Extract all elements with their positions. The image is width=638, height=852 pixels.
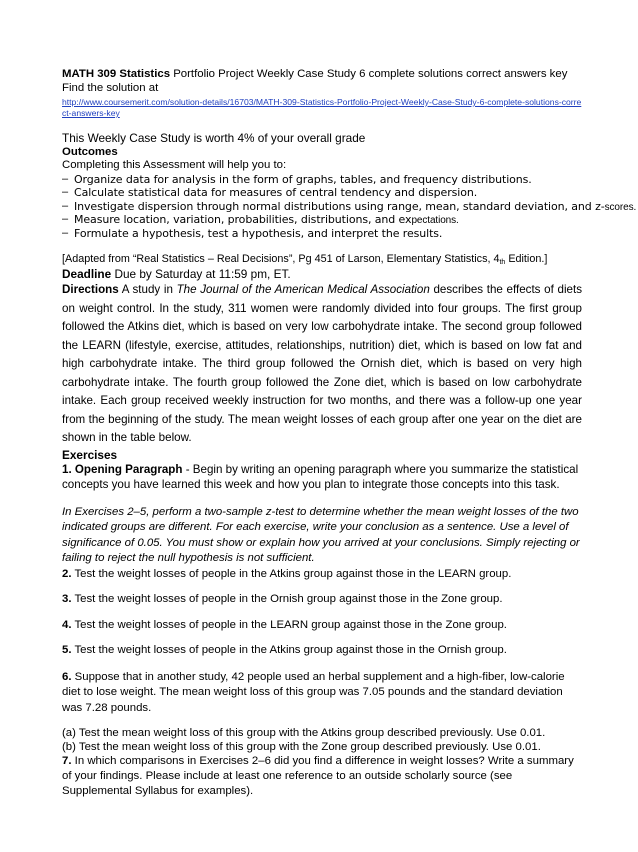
title-course: MATH 309 Statistics: [62, 68, 171, 80]
bullet-marker-icon: –: [62, 199, 69, 212]
outcome-suffix: scores.: [604, 201, 637, 213]
exercises-heading: Exercises: [62, 447, 118, 462]
outcome-item: – Measure location, variation, probabilities, distributions, and expectations.: [62, 213, 459, 226]
deadline-text: Due by Saturday at 11:59 pm, ET.: [111, 266, 291, 281]
outcome-item: – Calculate statistical data for measures of central tendency and dispersion.: [62, 186, 478, 199]
worth-text: This Weekly Case Study is worth 4% of your overall grade: [62, 131, 366, 145]
spacer: [62, 582, 582, 592]
outcome-item: – Formulate a hypothesis, test a hypothesis, and interpret the results.: [62, 226, 443, 240]
solution-link[interactable]: http://www.coursemerit.com/solution-details/16703/MATH-309-Statistics-Portfolio-Project-Weekly-Case-Study-6-complete-solutions-correct-answers-key: [62, 97, 582, 118]
outcomes-list: [62, 172, 637, 241]
outcome-suffix: pectations.: [411, 215, 459, 226]
deadline-line: [62, 268, 582, 282]
bullet-marker-icon: –: [62, 213, 69, 225]
adapted-note: [Adapted from “Real Statistics – Real Decisions”, Pg 451 of Larson, Elementary Statistics, 4th Edition.]: [62, 253, 548, 266]
bullet-marker-icon: –: [62, 186, 69, 198]
exercise-instructions: In Exercises 2–5, perform a two-sample z-test to determine whether the mean weight losses of the two indicated groups are different. For each exercise, write your conclusion as a sentence. Use a level of significance of 0.05. You must show or explain how you arrived at your conclusions. Simply rejecting or failing to reject the null hypothesis is not sufficient.: [62, 505, 580, 564]
exercise-4: 4. Test the weight losses of people in the LEARN group against those in the Zone group.: [62, 618, 507, 631]
exercise-3: 3. Test the weight losses of people in the Ornish group against those in the Zone group.: [62, 593, 503, 605]
exercise-7: 7. In which comparisons in Exercises 2–6 did you find a difference in weight losses? Write a summary of your findings. Please include at least one reference to an outside scholarly source (see Supplemental Syllabus for examples).: [62, 755, 574, 797]
exercise-6: 6. Suppose that in another study, 42 people used an herbal supplement and a high-fiber, low-calorie diet to lose weight. The mean weight loss of this group was 7.05 pounds and the standard deviation was 7.28 pounds.: [62, 670, 565, 714]
bullet-marker-icon: –: [62, 226, 69, 239]
exercise-6a: (a) Test the mean weight loss of this group with the Atkins group described previously. Use 0.01.: [62, 727, 546, 739]
exercise-1-label: 1. Opening Paragraph: [62, 462, 183, 476]
directions-label: Directions: [62, 283, 119, 296]
spacer: [62, 633, 582, 643]
directions-paragraph: Directions A study in The Journal of the American Medical Association describes the effects of diets on weight control. In the study, 311 women were randomly divided into four groups. The first group followed the Atkins diet, which is based on very low carbohydrate intake. The second group followed the LEARN (lifestyle, exercise, attitudes, relationships, nutrition) diet, which is based on low fat and high carbohydrate intake. The third group followed the Ornish diet, which is based on very high carbohydrate intake. The fourth group followed the Zone diet, which is based on low carbohydrate intake. Each group received weekly instruction for two months, and there was a follow-up one year from the beginning of the study. The mean weight losses of each group after one year on the diet are shown in the table below.: [62, 283, 582, 444]
spacer: [62, 659, 582, 670]
deadline-label: Deadline: [62, 266, 112, 281]
outcomes-intro: Completing this Assessment will help you to:: [62, 159, 287, 171]
exercise-2: 2. Test the weight losses of people in the Atkins group against those in the LEARN group.: [62, 567, 512, 580]
bullet-marker-icon: –: [62, 172, 69, 185]
journal-name: The Journal of the American Medical Association: [176, 283, 430, 296]
outcomes-heading: Outcomes: [62, 145, 118, 158]
outcome-item: – Organize data for analysis in the form of graphs, tables, and frequency distributions.: [62, 172, 532, 186]
title-rest: Portfolio Project Weekly Case Study 6 complete solutions correct answers key: [170, 68, 568, 80]
outcome-item: – Investigate dispersion through normal distributions using range, mean, standard deviation, and z-scores.: [62, 199, 637, 213]
document-title: [62, 68, 582, 82]
find-solution-text: Find the solution at: [62, 81, 159, 94]
exercise-5: 5. Test the weight losses of people in the Atkins group against those in the Ornish group.: [62, 644, 507, 656]
exercise-6b: (b) Test the mean weight loss of this group with the Zone group described previously. Use 0.01.: [62, 741, 541, 753]
document-page: [62, 68, 637, 799]
exercise-1: 1. Opening Paragraph - Begin by writing an opening paragraph where you summarize the statistical concepts you have learned this week and how you plan to integrate those concepts into this task.: [62, 462, 579, 491]
spacer: [62, 716, 582, 726]
spacer: [62, 608, 582, 618]
